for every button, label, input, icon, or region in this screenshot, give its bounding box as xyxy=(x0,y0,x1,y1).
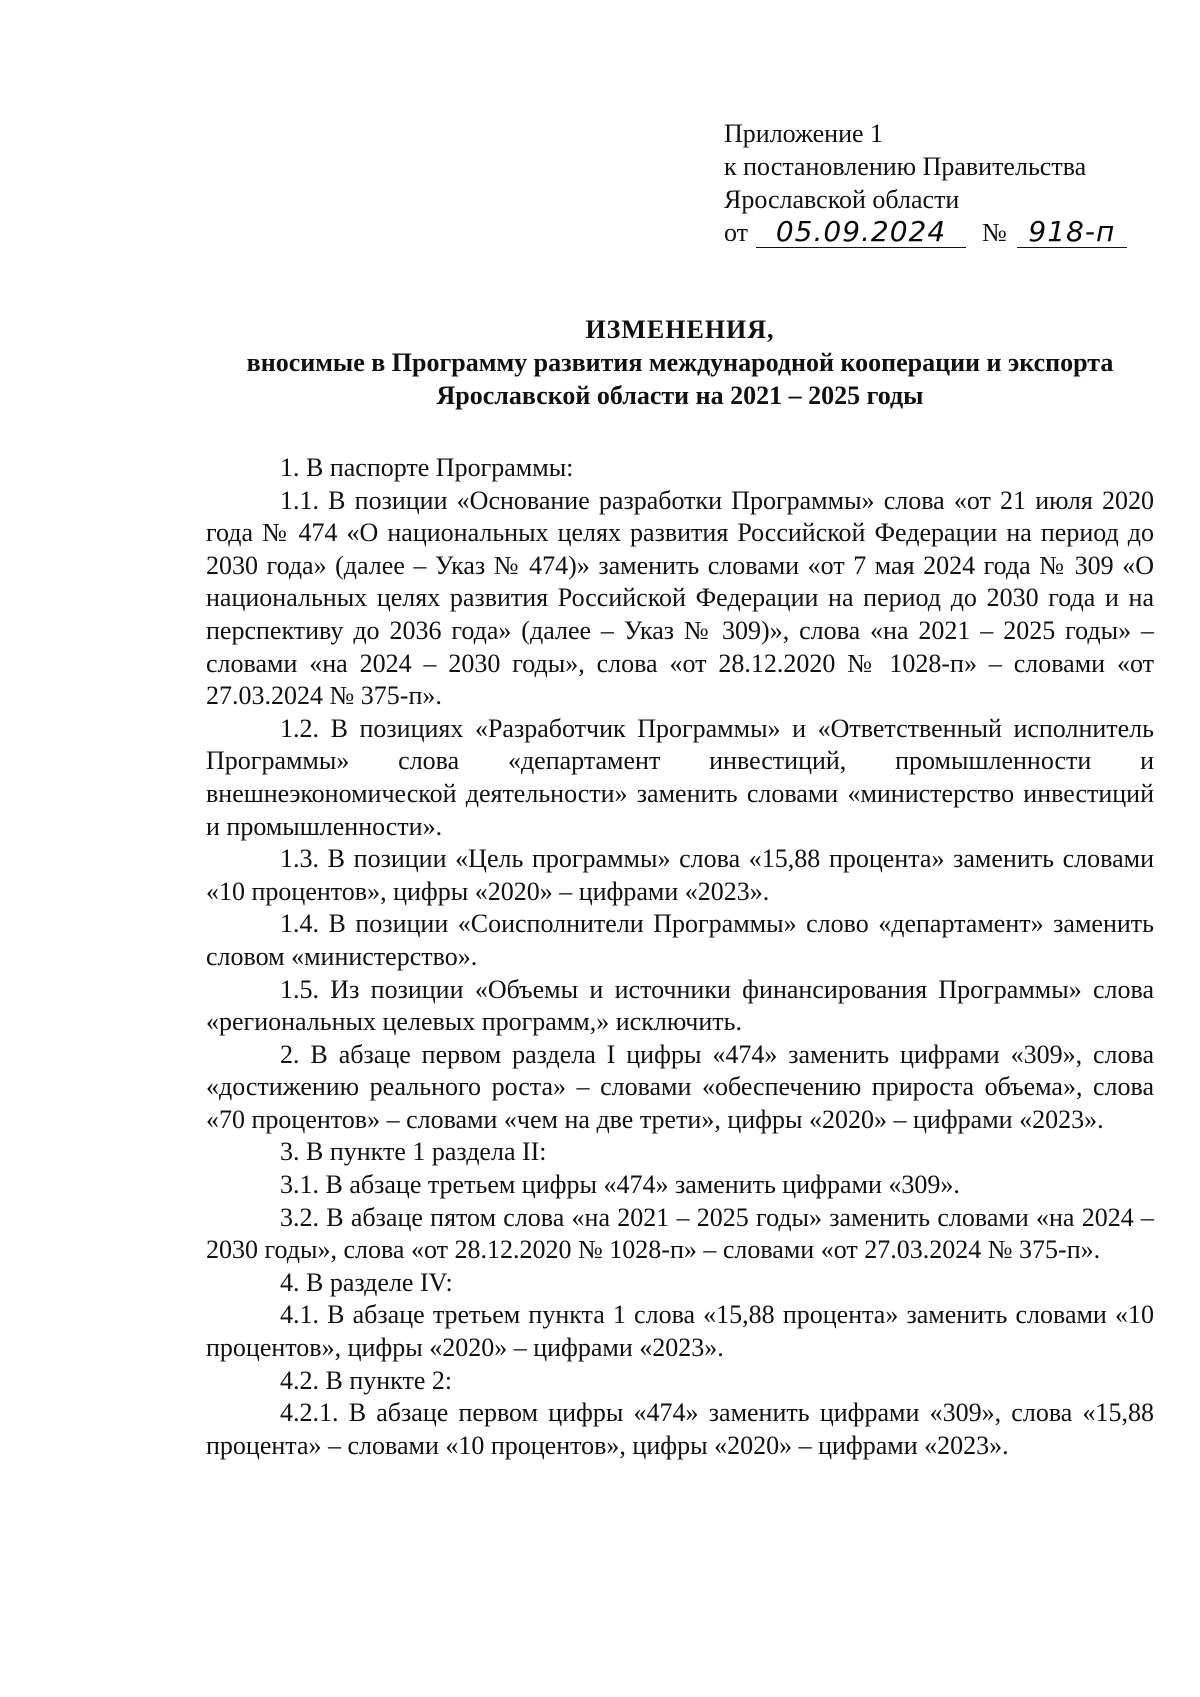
paragraph: 1.4. В позиции «Соисполнители Программы» слово «департамент» заменить словом «министерство». xyxy=(206,909,1154,971)
handwritten-number: 918-п xyxy=(1017,217,1127,248)
appendix-line-1: Приложение 1 xyxy=(724,119,884,148)
paragraph: 4.2.1. В абзаце первом цифры «474» заменить цифрами «309», слова «15,88 процента» – словами «10 процентов», цифры «2020» – цифрами «2023». xyxy=(206,1398,1154,1460)
paragraph: 3. В пункте 1 раздела II: xyxy=(280,1137,547,1167)
paragraph: 1.3. В позиции «Цель программы» слова «15,88 процента» заменить словами «10 процентов», цифры «2020» – цифрами «2023». xyxy=(206,844,1154,906)
paragraph: 4. В разделе IV: xyxy=(280,1267,453,1297)
number-prefix: № xyxy=(982,218,1007,247)
title-sub-1: вносимые в Программу развития международной кооперации и экспорта xyxy=(246,348,1114,377)
paragraph: 1.2. В позициях «Разработчик Программы» и «Ответственный исполнитель Программы» слова «департамент инвестиций, промышленности и внешнеэкономической деятельности» заменить словами «министерство инвестиций и промышленности». xyxy=(206,713,1154,841)
date-prefix: от xyxy=(724,218,749,247)
paragraph: 4.2. В пункте 2: xyxy=(280,1365,453,1395)
appendix-line-3: Ярославской области xyxy=(724,185,960,214)
paragraph: 1.1. В позиции «Основание разработки Программы» слова «от 21 июля 2020 года № 474 «О национальных целях развития Российской Федерации на период до 2030 года» (далее – Указ № 474)» заменить словами «от 7 мая 2024 года № 309 «О национальных целях развития Российской Федерации на период до 2030 года и на перспективу до 2036 года» (далее – Указ № 309)», слова «на 2021 – 2025 годы» – словами «на 2024 – 2030 годы», слова «от 28.12.2020 № 1028-п» – словами «от 27.03.2024 № 375-п». xyxy=(206,485,1154,711)
title-sub-2: Ярославской области на 2021 – 2025 годы xyxy=(436,381,924,410)
paragraph: 3.2. В абзаце пятом слова «на 2021 – 2025 годы» заменить словами «на 2024 – 2030 годы», слова «от 28.12.2020 № 1028-п» – словами «от 27.03.2024 № 375-п». xyxy=(206,1202,1154,1265)
paragraph: 3.1. В абзаце третьем цифры «474» заменить цифрами «309». xyxy=(280,1170,960,1200)
paragraph: 4.1. В абзаце третьем пункта 1 слова «15,88 процента» заменить словами «10 процентов», цифры «2020» – цифрами «2023». xyxy=(206,1300,1154,1363)
appendix-header xyxy=(724,117,1127,249)
appendix-line-2: к постановлению Правительства xyxy=(724,152,1087,181)
title-main: ИЗМЕНЕНИЯ, xyxy=(585,315,775,344)
appendix-date-number-line xyxy=(724,216,1127,249)
paragraph: 1. В паспорте Программы: xyxy=(280,453,574,482)
document-body xyxy=(206,452,1154,1462)
paragraph: 2. В абзаце первом раздела I цифры «474» заменить цифрами «309», слова «достижению реального роста» – словами «обеспечению прироста объема», слова «70 процентов» – словами «чем на две трети», цифры «2020» – цифрами «2023». xyxy=(206,1039,1154,1134)
document-title xyxy=(206,313,1154,412)
paragraph: 1.5. Из позиции «Объемы и источники финансирования Программы» слова «региональных целевых программ,» исключить. xyxy=(206,974,1154,1037)
handwritten-date: 05.09.2024 xyxy=(756,217,966,248)
